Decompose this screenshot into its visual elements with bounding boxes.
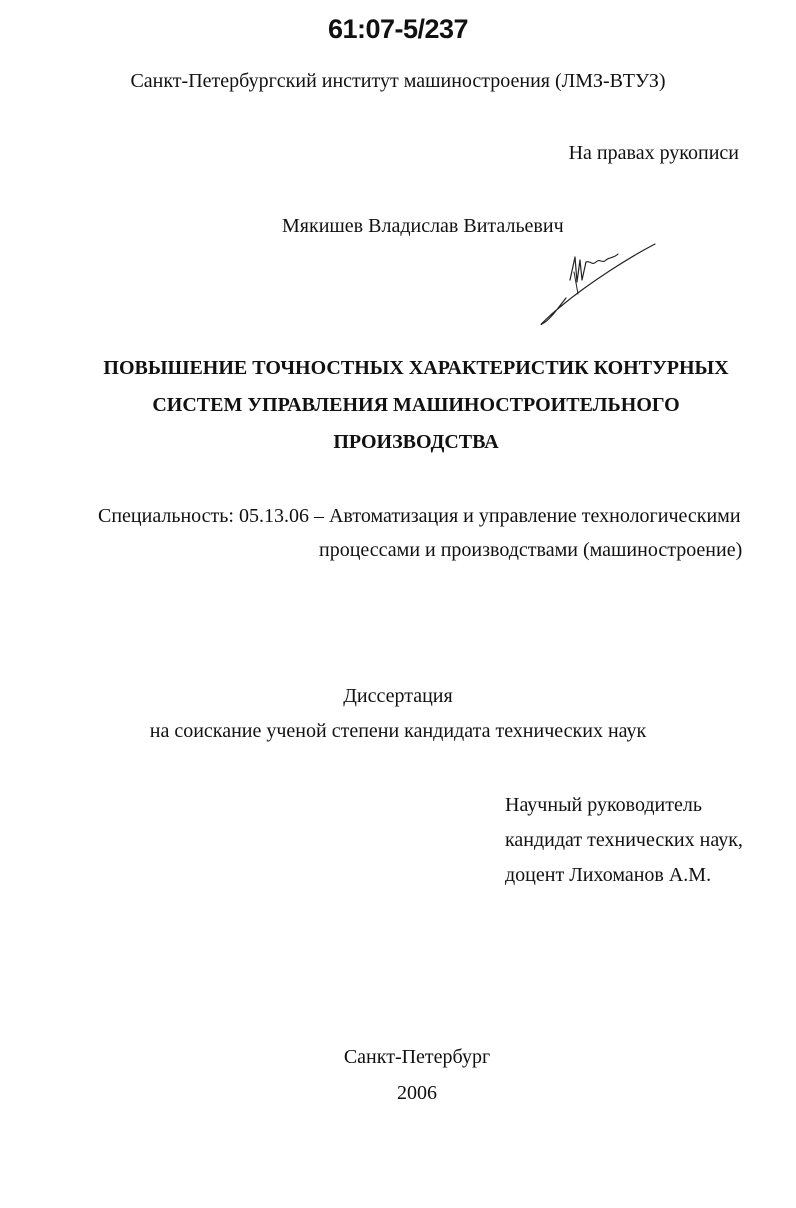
institute-name: Санкт-Петербургский институт машиностроения (ЛМЗ-ВТУЗ) [130, 70, 666, 92]
city: Санкт-Петербург [343, 1046, 491, 1068]
author-signature [530, 232, 665, 332]
supervisor-role: Научный руководитель [505, 794, 702, 816]
specialty-line-2: процессами и производствами (машиностроение) [319, 539, 743, 561]
year: 2006 [397, 1082, 437, 1104]
thesis-title-line-1: ПОВЫШЕНИЕ ТОЧНОСТНЫХ ХАРАКТЕРИСТИК КОНТУРНЫХ [103, 357, 729, 379]
archive-code: 61:07-5/237 [327, 14, 469, 44]
thesis-title-line-2: СИСТЕМ УПРАВЛЕНИЯ МАШИНОСТРОИТЕЛЬНОГО [152, 394, 680, 416]
specialty-line-1: Специальность: 05.13.06 – Автоматизация и управление технологическими [98, 505, 741, 527]
supervisor-degree: кандидат технических наук, [505, 829, 743, 851]
thesis-title-line-3: ПРОИЗВОДСТВА [333, 431, 499, 453]
supervisor-name: доцент Лихоманов А.М. [505, 864, 712, 886]
author-name: Мякишев Владислав Витальевич [282, 215, 564, 237]
degree-sought: на соискание ученой степени кандидата технических наук [149, 720, 647, 742]
rights-note: На правах рукописи [568, 142, 739, 164]
dissertation-label: Диссертация [343, 685, 453, 707]
